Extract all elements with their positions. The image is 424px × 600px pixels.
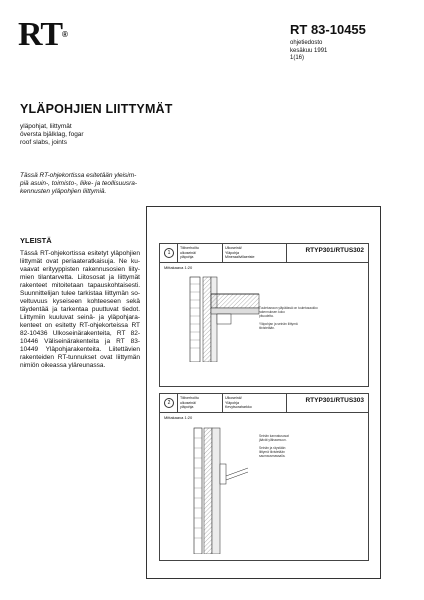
document-meta (290, 40, 327, 63)
detail-card-1 (159, 243, 369, 387)
detail-card-2 (159, 393, 369, 561)
card-number: 2 (164, 398, 174, 408)
card-number: 1 (164, 248, 174, 258)
keyword-fi: yläpohjat, liittymät (20, 123, 72, 130)
card-header (160, 244, 368, 263)
meta-page: 1(16) (290, 55, 305, 61)
card-scale: Mittakaava 1:20 (164, 415, 193, 420)
card-code: RTYP301/RTUS302 (305, 247, 364, 254)
card-code: RTYP301/RTUS303 (305, 397, 364, 404)
card-notes: Tuuletusraon yläpäässä on tuuletusaukko rakennuksen koko pituudelta. Yläpohjan ja seinän liittymä tiivistetään. (259, 306, 318, 330)
card-col2: Ulkoseinä/ Yläpohja Mineraalivillaeriste (225, 246, 255, 259)
rt-logo: RT® (18, 16, 67, 53)
document-number: RT 83-10455 (290, 22, 366, 37)
meta-file-type: ohjetiedosto (290, 40, 323, 46)
keyword-en: roof slabs, joints (20, 139, 67, 146)
card-col2: Ulkoseinä/ Yläpohja Kevytsoraharkko (225, 396, 252, 409)
joint-drawing-1 (170, 272, 260, 362)
card-col1: Tiiliverhoiltu ulkoseinä/ yläpohja (180, 396, 199, 409)
card-header (160, 394, 368, 413)
intro-text: Tässä RT-ohjekortissa esitetään yleisim-piä asuin-, toimisto-, liike- ja teollisuusra-kennusten yläpohjien liittymiä. (20, 172, 138, 195)
section-heading: YLEISTÄ (20, 236, 52, 245)
card-notes: Seinän kannatusosat jäävät ylähaamuun. Seinän ja räystään liittymä tiivistetään saumausmassalla. (259, 434, 289, 458)
meta-date: kesäkuu 1991 (290, 47, 328, 54)
body-text: Tässä RT-ohjekortissa esitetyt yläpohjien liittymät ovat periaateratkaisuja. Ne ku-vaavat erityyppisten rakennusosien liity-mien tilantarvetta. Liitososat ja liittymät rakenteet mitoitetaan tapauskohtaisesti. Suunnittelijan tulee tarkistaa liittymän so-veltuvuus kyseiseen kohteeseen sekä täydentää ja tarkentaa puuttuvat tiedot. Liittymiin kuuluvat seinä- ja yläpohjara-kenteet on esitetty RT-ohjekorteissa RT 82-10436 Ulkoseinärakenteita, RT 82-10446 Väliseinärakenteita ja RT 83-10449 Yläpohjarakenteita. Liitettävien rakenteiden RT-tunnukset ovat liittymän nimiön oikeassa yläreunassa. (20, 250, 140, 369)
card-col1: Tiiliverhoiltu ulkoseinä/ yläpohja (180, 246, 199, 259)
keywords (20, 123, 84, 147)
card-scale: Mittakaava 1:20 (164, 265, 193, 270)
joint-drawing-2 (170, 424, 260, 554)
page-title: YLÄPOHJIEN LIITTYMÄT (20, 102, 173, 116)
detail-sheet-frame (146, 206, 381, 579)
keyword-sv: översta bjälklag, fogar (20, 131, 84, 138)
